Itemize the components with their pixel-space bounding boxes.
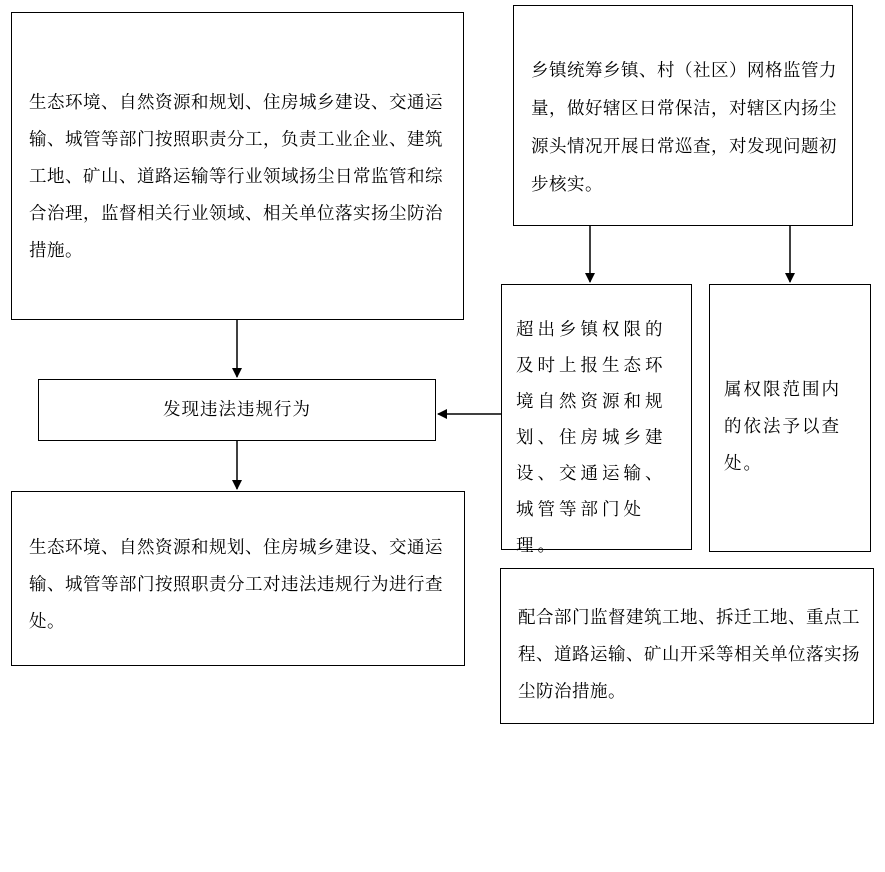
box-department-supervision-text: 生态环境、自然资源和规划、住房城乡建设、交通运输、城管等部门按照职责分工，负责工业企业、建筑工地、矿山、道路运输等行业领域扬尘日常监管和综合治理，监督相关行业领域、相关单位落实扬尘防治措施。 bbox=[29, 93, 443, 261]
box-report-beyond-authority-text: 超出乡镇权限的及时上报生态环境自然资源和规划、住房城乡建设、交通运输、城管等部门处理。 bbox=[516, 320, 667, 556]
box-handle-within-authority-text: 属权限范围内的依法予以查处。 bbox=[724, 380, 841, 474]
box-discover-violations-text: 发现违法违规行为 bbox=[163, 400, 311, 420]
box-township-coordination-text: 乡镇统筹乡镇、村（社区）网格监管力量，做好辖区日常保洁，对辖区内扬尘源头情况开展日常巡查，对发现问题初步核实。 bbox=[531, 61, 837, 195]
box-investigate-violations-text: 生态环境、自然资源和规划、住房城乡建设、交通运输、城管等部门按照职责分工对违法违规行为进行查处。 bbox=[29, 538, 443, 632]
box-cooperate-supervision-text: 配合部门监督建筑工地、拆迁工地、重点工程、道路运输、矿山开采等相关单位落实扬尘防治措施。 bbox=[518, 608, 860, 702]
